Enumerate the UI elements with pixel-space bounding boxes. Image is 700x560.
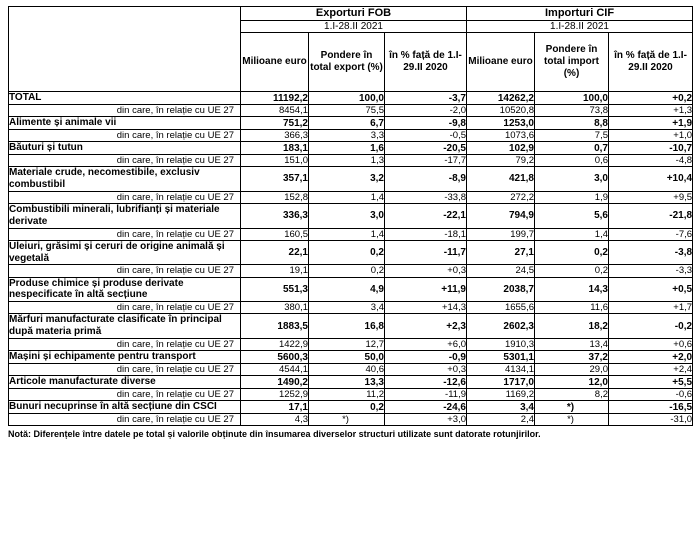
cell-value: -3,3: [609, 265, 693, 277]
cell-value: +2,4: [609, 363, 693, 375]
cell-value: 5,6: [535, 203, 609, 228]
cell-value: 12,7: [309, 338, 385, 350]
cell-value: *): [535, 401, 609, 414]
cell-value: 10520,8: [467, 104, 535, 116]
cell-value: 1883,5: [241, 314, 309, 339]
cell-value: +0,2: [609, 92, 693, 105]
cell-value: -2,0: [385, 104, 467, 116]
cell-value: 14,3: [535, 277, 609, 302]
cell-value: -0,2: [609, 314, 693, 339]
cell-value: 0,7: [535, 142, 609, 155]
table-row: [9, 129, 693, 141]
row-label: Produse chimice și produse derivate nespecificate în altă secțiune: [9, 277, 241, 302]
cell-value: 1655,6: [467, 302, 535, 314]
cell-value: 1717,0: [467, 376, 535, 389]
cell-value: 2602,3: [467, 314, 535, 339]
table-row: [9, 154, 693, 166]
period-header-exports: 1.I-28.II 2021: [241, 20, 467, 33]
cell-value: +0,3: [385, 363, 467, 375]
cell-value: 357,1: [241, 167, 309, 192]
cell-value: +1,7: [609, 302, 693, 314]
cell-value: 551,3: [241, 277, 309, 302]
cell-value: 3,4: [309, 302, 385, 314]
cell-value: 751,2: [241, 117, 309, 130]
row-label-sub: din care, în relație cu UE 27: [9, 228, 241, 240]
cell-value: -22,1: [385, 203, 467, 228]
cell-value: +6,0: [385, 338, 467, 350]
cell-value: 1,9: [535, 191, 609, 203]
row-label: Articole manufacturate diverse: [9, 376, 241, 389]
cell-value: -20,5: [385, 142, 467, 155]
cell-value: 8454,1: [241, 104, 309, 116]
cell-value: 1910,3: [467, 338, 535, 350]
cell-value: 2,4: [467, 413, 535, 425]
table-row: [9, 388, 693, 400]
table-body: [9, 92, 693, 426]
cell-value: +14,3: [385, 302, 467, 314]
row-label-sub: din care, în relație cu UE 27: [9, 302, 241, 314]
row-label: Mărfuri manufacturate clasificate în principal după materia primă: [9, 314, 241, 339]
cell-value: 29,0: [535, 363, 609, 375]
cell-value: 7,5: [535, 129, 609, 141]
cell-value: 79,2: [467, 154, 535, 166]
cell-value: -18,1: [385, 228, 467, 240]
cell-value: -31,0: [609, 413, 693, 425]
column-header-export-million-euro: Milioane euro: [241, 33, 309, 92]
column-header-import-percent-vs-prev: în % față de 1.I-29.II 2020: [609, 33, 693, 92]
table-row: [9, 338, 693, 350]
cell-value: 18,2: [535, 314, 609, 339]
period-header-imports: 1.I-28.II 2021: [467, 20, 693, 33]
cell-value: +1,3: [609, 104, 693, 116]
cell-value: 199,7: [467, 228, 535, 240]
header-corner-blank: [9, 7, 241, 92]
cell-value: 3,0: [309, 203, 385, 228]
cell-value: 0,6: [535, 154, 609, 166]
table-row: [9, 92, 693, 105]
table-row: [9, 265, 693, 277]
row-label: Combustibili minerali, lubrifianți și materiale derivate: [9, 203, 241, 228]
table-row: [9, 351, 693, 364]
row-label: Materiale crude, necomestibile, exclusiv combustibil: [9, 167, 241, 192]
cell-value: 151,0: [241, 154, 309, 166]
cell-value: -21,8: [609, 203, 693, 228]
cell-value: 3,4: [467, 401, 535, 414]
cell-value: 27,1: [467, 240, 535, 265]
table-row: [9, 277, 693, 302]
cell-value: 13,4: [535, 338, 609, 350]
cell-value: 100,0: [535, 92, 609, 105]
table-row: [9, 314, 693, 339]
table-row: [9, 363, 693, 375]
cell-value: 794,9: [467, 203, 535, 228]
cell-value: 100,0: [309, 92, 385, 105]
cell-value: 75,5: [309, 104, 385, 116]
cell-value: 1252,9: [241, 388, 309, 400]
cell-value: 1,3: [309, 154, 385, 166]
table-row: [9, 191, 693, 203]
row-label-sub: din care, în relație cu UE 27: [9, 191, 241, 203]
row-label-sub: din care, în relație cu UE 27: [9, 129, 241, 141]
table-row: [9, 228, 693, 240]
row-label: TOTAL: [9, 92, 241, 105]
group-header-imports: Importuri CIF: [467, 7, 693, 21]
column-header-export-share: Pondere în total export (%): [309, 33, 385, 92]
cell-value: 11192,2: [241, 92, 309, 105]
table-row: [9, 413, 693, 425]
cell-value: 8,8: [535, 117, 609, 130]
cell-value: +0,6: [609, 338, 693, 350]
cell-value: -0,9: [385, 351, 467, 364]
cell-value: +5,5: [609, 376, 693, 389]
cell-value: -33,8: [385, 191, 467, 203]
group-header-exports: Exporturi FOB: [241, 7, 467, 21]
cell-value: -3,8: [609, 240, 693, 265]
cell-value: 1253,0: [467, 117, 535, 130]
cell-value: 11,6: [535, 302, 609, 314]
table-header: [9, 7, 693, 92]
cell-value: +0,5: [609, 277, 693, 302]
cell-value: -3,7: [385, 92, 467, 105]
cell-value: 6,7: [309, 117, 385, 130]
table-row: [9, 142, 693, 155]
row-label-sub: din care, în relație cu UE 27: [9, 338, 241, 350]
cell-value: +9,5: [609, 191, 693, 203]
cell-value: 13,3: [309, 376, 385, 389]
cell-value: -16,5: [609, 401, 693, 414]
cell-value: 4134,1: [467, 363, 535, 375]
cell-value: -17,7: [385, 154, 467, 166]
cell-value: 3,3: [309, 129, 385, 141]
column-header-import-share: Pondere în total import (%): [535, 33, 609, 92]
cell-value: 1169,2: [467, 388, 535, 400]
cell-value: -11,7: [385, 240, 467, 265]
cell-value: 22,1: [241, 240, 309, 265]
table-note: Notă: Diferențele între datele pe total și valorile obținute din însumarea diverselor structuri utilizate sunt datorate rotunjirilor.: [8, 429, 541, 440]
cell-value: 5301,1: [467, 351, 535, 364]
table-row: [9, 167, 693, 192]
row-label-sub: din care, în relație cu UE 27: [9, 265, 241, 277]
cell-value: 4,3: [241, 413, 309, 425]
row-label-sub: din care, în relație cu UE 27: [9, 154, 241, 166]
cell-value: 11,2: [309, 388, 385, 400]
row-label-sub: din care, în relație cu UE 27: [9, 413, 241, 425]
cell-value: 0,2: [309, 265, 385, 277]
cell-value: 37,2: [535, 351, 609, 364]
foreign-trade-table: [8, 6, 693, 426]
cell-value: 366,3: [241, 129, 309, 141]
row-label: Bunuri necuprinse în altă secțiune din CSCI: [9, 401, 241, 414]
cell-value: 14262,2: [467, 92, 535, 105]
cell-value: 12,0: [535, 376, 609, 389]
cell-value: +3,0: [385, 413, 467, 425]
cell-value: 19,1: [241, 265, 309, 277]
cell-value: -12,6: [385, 376, 467, 389]
cell-value: 421,8: [467, 167, 535, 192]
cell-value: -7,6: [609, 228, 693, 240]
cell-value: -10,7: [609, 142, 693, 155]
cell-value: 0,2: [309, 240, 385, 265]
cell-value: 0,2: [535, 240, 609, 265]
cell-value: 183,1: [241, 142, 309, 155]
cell-value: 152,8: [241, 191, 309, 203]
row-label: Mașini și echipamente pentru transport: [9, 351, 241, 364]
cell-value: 50,0: [309, 351, 385, 364]
cell-value: 1,4: [309, 191, 385, 203]
table-row: [9, 117, 693, 130]
cell-value: +10,4: [609, 167, 693, 192]
cell-value: 4,9: [309, 277, 385, 302]
cell-value: 2038,7: [467, 277, 535, 302]
table-row: [9, 203, 693, 228]
cell-value: +1,0: [609, 129, 693, 141]
cell-value: 102,9: [467, 142, 535, 155]
cell-value: 8,2: [535, 388, 609, 400]
cell-value: 3,2: [309, 167, 385, 192]
table-row: [9, 376, 693, 389]
cell-value: 4544,1: [241, 363, 309, 375]
row-label: Băuturi și tutun: [9, 142, 241, 155]
cell-value: -8,9: [385, 167, 467, 192]
row-label-sub: din care, în relație cu UE 27: [9, 104, 241, 116]
cell-value: 3,0: [535, 167, 609, 192]
cell-value: -9,8: [385, 117, 467, 130]
cell-value: *): [535, 413, 609, 425]
cell-value: 0,2: [309, 401, 385, 414]
cell-value: 73,8: [535, 104, 609, 116]
cell-value: 336,3: [241, 203, 309, 228]
cell-value: 1422,9: [241, 338, 309, 350]
cell-value: 160,5: [241, 228, 309, 240]
cell-value: -0,6: [609, 388, 693, 400]
cell-value: +1,9: [609, 117, 693, 130]
table-row: [9, 302, 693, 314]
cell-value: 1,4: [309, 228, 385, 240]
row-label-sub: din care, în relație cu UE 27: [9, 388, 241, 400]
cell-value: +2,0: [609, 351, 693, 364]
cell-value: 272,2: [467, 191, 535, 203]
row-label: Uleiuri, grăsimi și ceruri de origine animală și vegetală: [9, 240, 241, 265]
cell-value: 17,1: [241, 401, 309, 414]
cell-value: +0,3: [385, 265, 467, 277]
table-row: [9, 104, 693, 116]
cell-value: 16,8: [309, 314, 385, 339]
cell-value: +2,3: [385, 314, 467, 339]
table-row: [9, 401, 693, 414]
cell-value: -0,5: [385, 129, 467, 141]
cell-value: 1,6: [309, 142, 385, 155]
cell-value: 40,6: [309, 363, 385, 375]
column-header-import-million-euro: Milioane euro: [467, 33, 535, 92]
row-label-sub: din care, în relație cu UE 27: [9, 363, 241, 375]
cell-value: -11,9: [385, 388, 467, 400]
table-row: [9, 240, 693, 265]
cell-value: +11,9: [385, 277, 467, 302]
column-header-export-percent-vs-prev: în % față de 1.I-29.II 2020: [385, 33, 467, 92]
row-label: Alimente și animale vii: [9, 117, 241, 130]
cell-value: 24,5: [467, 265, 535, 277]
cell-value: 1073,6: [467, 129, 535, 141]
cell-value: 5600,3: [241, 351, 309, 364]
cell-value: -24,6: [385, 401, 467, 414]
cell-value: 1490,2: [241, 376, 309, 389]
cell-value: 380,1: [241, 302, 309, 314]
cell-value: 0,2: [535, 265, 609, 277]
cell-value: -4,8: [609, 154, 693, 166]
cell-value: *): [309, 413, 385, 425]
cell-value: 1,4: [535, 228, 609, 240]
